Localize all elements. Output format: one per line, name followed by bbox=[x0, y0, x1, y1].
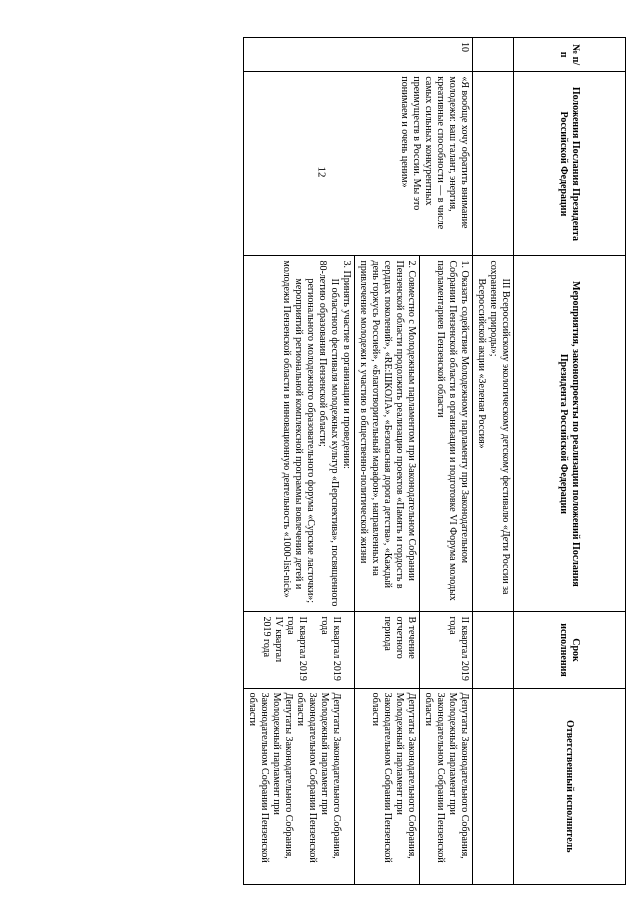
deadline-item: II квартал 2019 года bbox=[285, 616, 308, 681]
measure-item: II областного фестиваля молодежных культур «Перспектива», посвященного 80-летию образования Пензенской области; bbox=[317, 260, 340, 607]
deadline-cell: В течение отчетного периода bbox=[355, 612, 420, 688]
measure-cell: 2. Совместно с Молодежным парламентом при Законодательном Собрании Пензенской области продолжить реализацию проектов «Память и гордость в сердцах поколений», «RE:ШКОЛА», «Безопасная дорога детства», «Каждый день горжусь Россией», «Благотворительный марафон», направленных на привлечение молодежи к участию в общественно-политической жизни bbox=[355, 256, 420, 612]
measures-cell bbox=[473, 256, 514, 612]
deadline-item: IV квартал 2019 года bbox=[261, 616, 284, 663]
header-measures: Мероприятия, законопроекты по реализации положений Послания Президента Российской Федерации bbox=[514, 256, 626, 612]
message-implementation-table bbox=[243, 37, 626, 885]
page-number: 12 bbox=[315, 166, 328, 178]
deadline-cell: II квартал 2019 года bbox=[420, 612, 473, 688]
table-row bbox=[473, 38, 514, 885]
header-deadline: Срок исполнения bbox=[514, 612, 626, 688]
responsible-item: Депутаты Законодательного Собрания, Молодежный парламент при Законодательном Собрании Пензенской области bbox=[295, 692, 342, 863]
document-sheet bbox=[64, 37, 626, 885]
provision-cell: «Я вообще хочу обратить внимание молодежи: ваш талант, энергия, креативные способности — в числе самых сильных конкурентных преимуществ в России. Мы это понимаем и очень ценим» bbox=[244, 72, 473, 256]
table-row bbox=[420, 38, 473, 885]
header-provision: Положения Послания Президента Российской Федерации bbox=[514, 72, 626, 256]
measure-text: III Всероссийскому экологическому детскому фестивалю «Дети России за сохранение природы»; bbox=[488, 260, 511, 595]
header-responsible: Ответственный исполнитель bbox=[514, 688, 626, 884]
row-number: 10 bbox=[244, 38, 473, 72]
measure-text: Всероссийской акции «Зеленая Россия» bbox=[476, 278, 487, 449]
responsible-cell bbox=[244, 688, 355, 884]
measure-intro: 3. Принять участие в организации и проведении: bbox=[341, 260, 352, 469]
deadline-item: II квартал 2019 года bbox=[319, 616, 342, 681]
table-header-row bbox=[514, 38, 626, 885]
measure-item: мероприятий региональной комплексной программы вовлечения детей и молодежи Пензенской области в инновационную деятельность «1000-list-nick» bbox=[281, 260, 304, 598]
responsible-cell: Депутаты Законодательного Собрания, Молодежный парламент при Законодательном Собрании Пензенской области bbox=[355, 688, 420, 884]
responsible-cell: Депутаты Законодательного Собрания, Молодежный парламент при Законодательном Собрании Пензенской области bbox=[420, 688, 473, 884]
measure-cell: 1. Оказать содействие Молодежному парламенту при Законодательном Собрании Пензенской области в организации и подготовке VI Форума молодых парламентариев Пензенской области bbox=[420, 256, 473, 612]
responsible-item: Депутаты Законодательного Собрания, Молодежный парламент при Законодательном Собрании Пензенской области bbox=[247, 692, 294, 863]
measure-cell bbox=[244, 256, 355, 612]
header-num: № п/п bbox=[514, 38, 626, 72]
deadline-cell bbox=[244, 612, 355, 688]
measure-item: регионального молодежного образовательного форума «Сурские ласточки»; bbox=[305, 278, 316, 604]
